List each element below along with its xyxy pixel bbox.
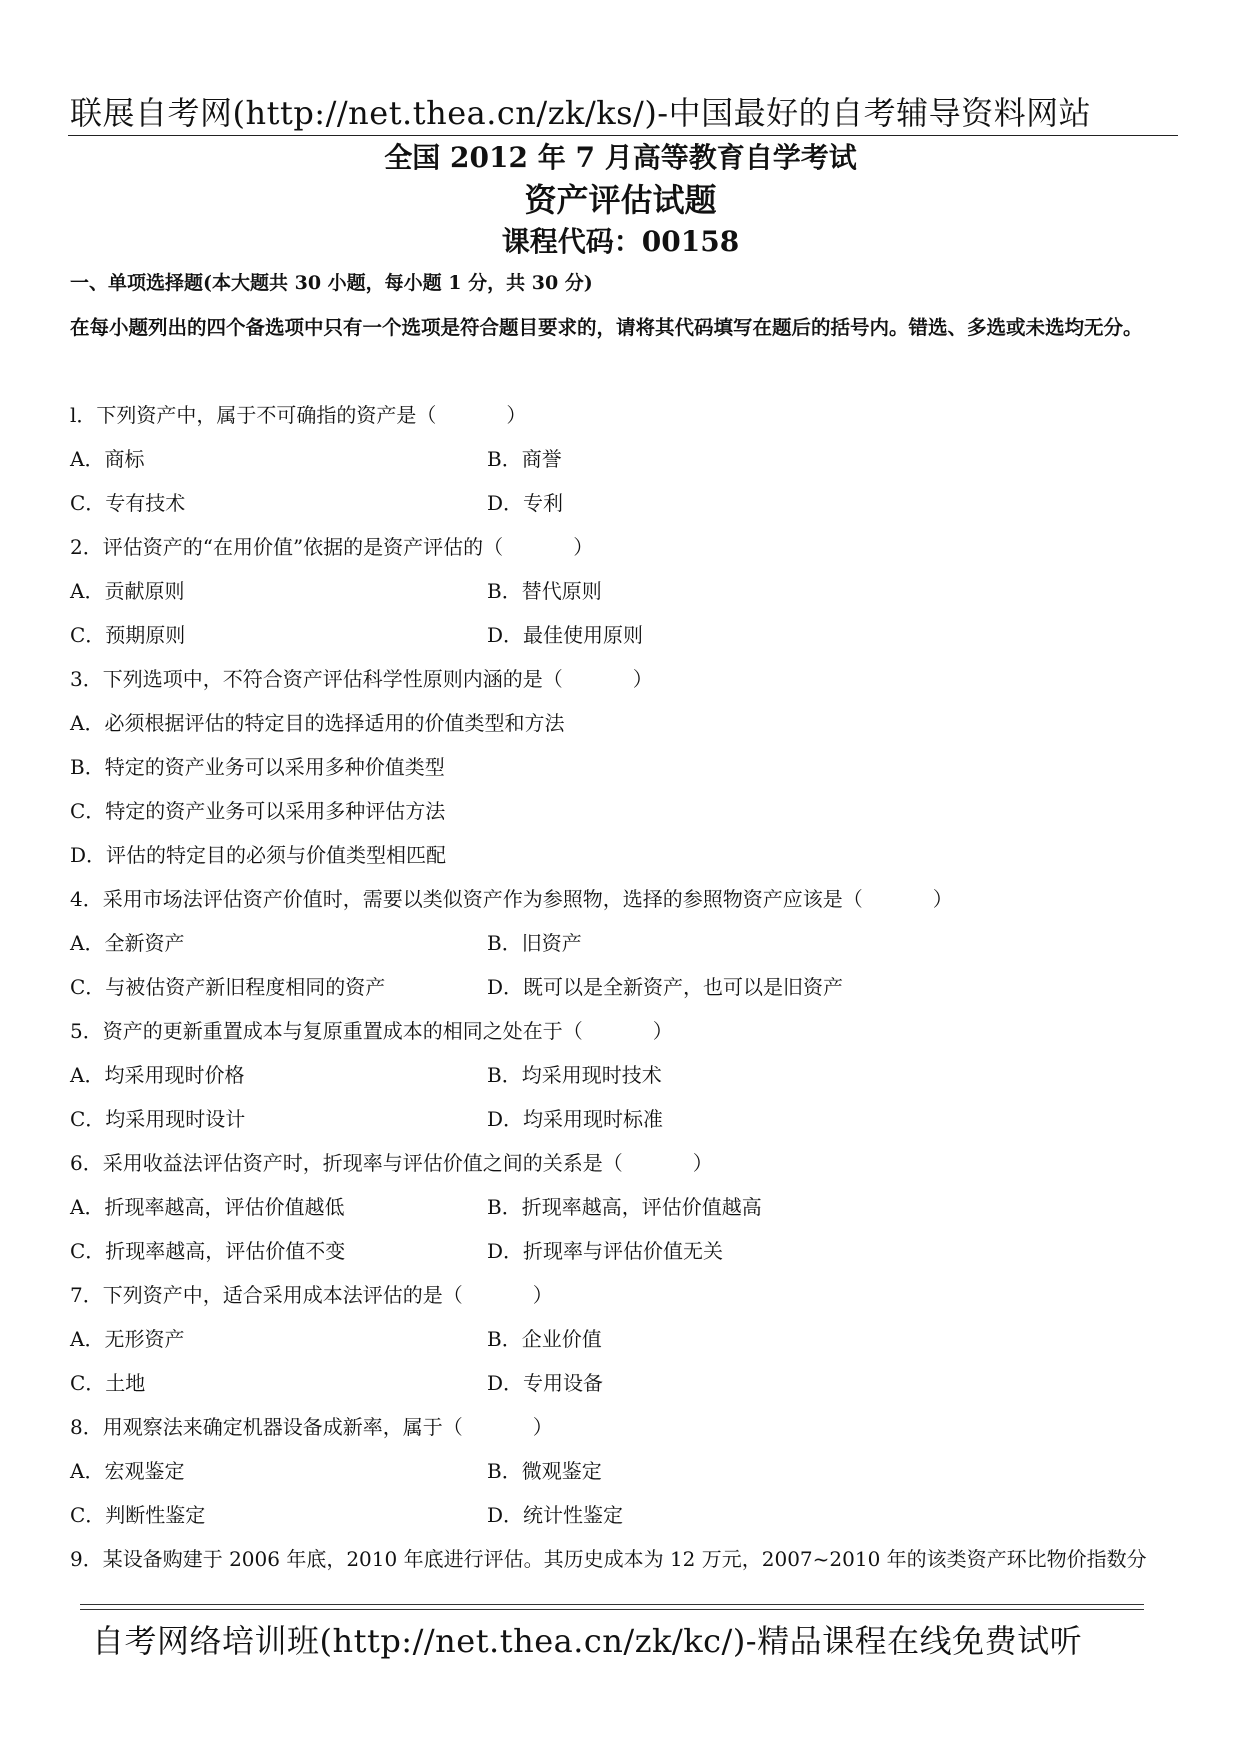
option-row [70,1185,1180,1229]
answer-option: B．商誉 [487,447,562,471]
question-stem [70,1405,1180,1449]
subject-title: 资产评估试题 [524,181,717,219]
answer-option: D．最佳使用原则 [487,623,644,647]
course-code: 课程代码：00158 [501,225,740,258]
answer-option: A．全新资产 [70,931,185,955]
footer-divider [80,1604,1144,1605]
answer-option: B．企业价值 [487,1327,602,1351]
answer-option: B．微观鉴定 [487,1459,602,1483]
answer-option: C．专有技术 [70,491,186,515]
question-stem [70,1009,1180,1053]
exam-title: 全国 2012 年 7 月高等教育自学考试 [384,141,857,174]
option-row [70,1449,1180,1493]
option-row [70,613,1180,657]
answer-option: A．宏观鉴定 [70,1459,185,1483]
closing-paren: ） [692,1151,713,1175]
answer-option: C．判断性鉴定 [70,1503,206,1527]
question-list [70,393,1180,1581]
answer-option: A．无形资产 [70,1327,185,1351]
footer-divider-second [80,1609,1144,1610]
closing-paren: ） [532,1415,553,1439]
answer-option: D．专用设备 [487,1371,604,1395]
answer-option: B．特定的资产业务可以采用多种价值类型 [70,755,445,779]
option-row [70,481,1180,525]
answer-option: A．均采用现时价格 [70,1063,245,1087]
closing-paren: ） [652,1019,673,1043]
option-row [70,1053,1180,1097]
closing-paren: ） [632,667,653,691]
answer-option: B．旧资产 [487,931,582,955]
question-stem [70,877,1180,921]
option-row [70,921,1180,965]
question-stem [70,393,1180,437]
question-text: 7．下列资产中，适合采用成本法评估的是（ [70,1283,463,1307]
closing-paren: ） [532,1283,553,1307]
question-text: 8．用观察法来确定机器设备成新率，属于（ [70,1415,463,1439]
answer-option: D．统计性鉴定 [487,1503,624,1527]
section-heading: 一、单项选择题(本大题共 30 小题，每小题 1 分，共 30 分) [70,272,593,294]
question-text: 9．某设备购建于 2006 年底，2010 年底进行评估。其历史成本为 12 万元，2007~2010 年的该类资产环比物价指数分 [70,1547,1147,1571]
answer-option: C．土地 [70,1371,146,1395]
answer-option: A．商标 [70,447,145,471]
answer-option: C．与被估资产新旧程度相同的资产 [70,975,386,999]
question-text: 2．评估资产的“在用价值”依据的是资产评估的（ [70,535,504,559]
answer-option: C．预期原则 [70,623,186,647]
question-stem [70,1537,1180,1581]
question-text: 3．下列选项中，不符合资产评估科学性原则内涵的是（ [70,667,563,691]
answer-option: D．评估的特定目的必须与价值类型相匹配 [70,843,447,867]
answer-option: A．折现率越高，评估价值越低 [70,1195,345,1219]
question-stem [70,1141,1180,1185]
answer-option: B．均采用现时技术 [487,1063,662,1087]
question-text: 4．采用市场法评估资产价值时，需要以类似资产作为参照物，选择的参照物资产应该是（ [70,887,863,911]
question-stem [70,657,1180,701]
answer-option: C．均采用现时设计 [70,1107,246,1131]
closing-paren: ） [932,887,953,911]
section-instructions: 在每小题列出的四个备选项中只有一个选项是符合题目要求的，请将其代码填写在题后的括号内。错选、多选或未选均无分。 [70,316,1143,339]
site-header-link[interactable]: 联展自考网(http://net.thea.cn/zk/ks/)-中国最好的自考辅导资料网站 [70,94,1092,132]
option-row [70,1097,1180,1141]
question-text: 5．资产的更新重置成本与复原重置成本的相同之处在于（ [70,1019,583,1043]
answer-option: A．贡献原则 [70,579,185,603]
closing-paren: ） [506,403,527,427]
option-row [70,1229,1180,1273]
answer-option: C．折现率越高，评估价值不变 [70,1239,346,1263]
option-row [70,569,1180,613]
option-row [70,1361,1180,1405]
question-text: l．下列资产中，属于不可确指的资产是（ [70,403,437,427]
answer-option: D．均采用现时标准 [487,1107,664,1131]
answer-option: D．专利 [487,491,564,515]
question-stem [70,525,1180,569]
option-row [70,965,1180,1009]
option-row [70,1493,1180,1537]
answer-option: D．既可以是全新资产，也可以是旧资产 [487,975,844,999]
option-row [70,437,1180,481]
question-stem [70,1273,1180,1317]
answer-option: A．必须根据评估的特定目的选择适用的价值类型和方法 [70,711,565,735]
answer-option: B．折现率越高，评估价值越高 [487,1195,762,1219]
answer-option: B．替代原则 [487,579,602,603]
closing-paren: ） [573,535,594,559]
question-text: 6．采用收益法评估资产时，折现率与评估价值之间的关系是（ [70,1151,623,1175]
answer-option: D．折现率与评估价值无关 [487,1239,724,1263]
site-footer-link[interactable]: 自考网络培训班(http://net.thea.cn/zk/kc/)-精品课程在线免费试听 [92,1622,1083,1660]
option-row [70,1317,1180,1361]
answer-option: C．特定的资产业务可以采用多种评估方法 [70,799,446,823]
